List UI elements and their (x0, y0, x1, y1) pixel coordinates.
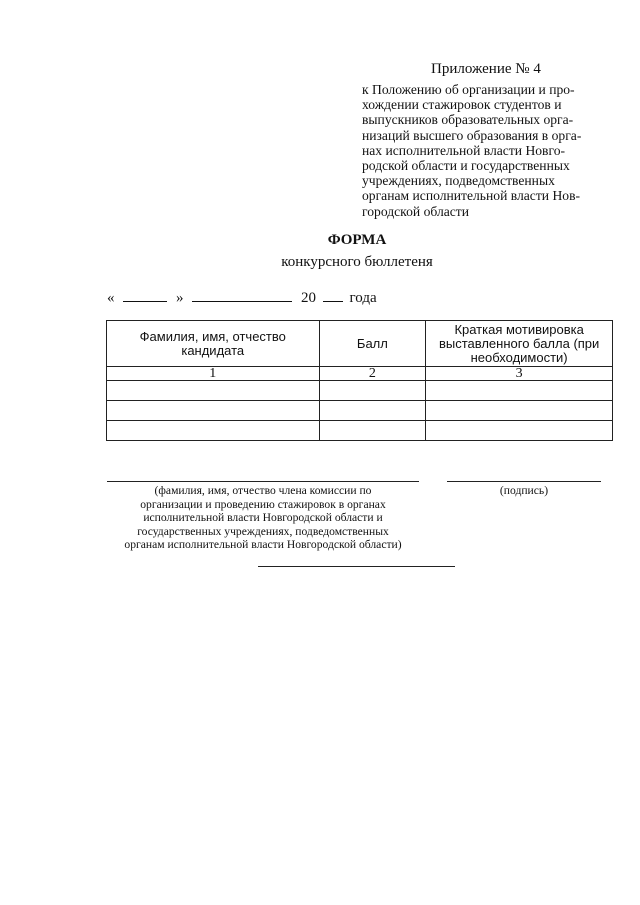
appendix-line: низаций высшего образования в орга- (362, 127, 582, 143)
motivation-cell[interactable] (426, 381, 613, 401)
closing-divider (258, 566, 455, 567)
table-row (107, 421, 613, 441)
header-candidate-name: Фамилия, имя, отчество кандидата (107, 321, 320, 367)
caption-line: организации и проведению стажировок в органах (140, 497, 386, 511)
column-number: 1 (107, 367, 320, 381)
appendix-line: к Положению об организации и про- (362, 82, 575, 97)
appendix-line: учреждениях, подведомственных (362, 173, 555, 189)
year-prefix: 20 (301, 290, 316, 306)
member-name-caption (107, 484, 419, 552)
appendix-line: хождении стажировок студентов и (362, 97, 562, 113)
score-cell[interactable] (319, 421, 426, 441)
caption-line: исполнительной власти Новгородской области и (143, 511, 383, 524)
year-blank[interactable] (323, 289, 343, 302)
caption-line: государственных учреждениях, подведомственных (137, 524, 389, 538)
table-number-row (107, 367, 613, 381)
day-blank[interactable] (123, 289, 167, 302)
column-number: 2 (319, 367, 426, 381)
date-open-quote: « (107, 290, 115, 306)
column-number: 3 (426, 367, 613, 381)
header-score: Балл (319, 321, 426, 367)
appendix-line: городской области (362, 203, 470, 219)
candidate-cell[interactable] (107, 421, 320, 441)
signature-line[interactable] (447, 481, 601, 482)
signature-caption: (подпись) (499, 484, 549, 497)
appendix-description (362, 82, 612, 219)
year-suffix: года (349, 290, 377, 306)
table-row (107, 381, 613, 401)
appendix-line: органам исполнительной власти Нов- (362, 188, 581, 204)
table-header-row (107, 321, 613, 367)
score-cell[interactable] (319, 401, 426, 421)
ballot-table (106, 320, 613, 441)
table-row (107, 401, 613, 421)
motivation-cell[interactable] (426, 421, 613, 441)
header-motivation: Краткая мотивировка выставленного балла (при необходимости) (426, 321, 613, 367)
form-title: ФОРМА (327, 232, 387, 248)
month-blank[interactable] (192, 289, 292, 302)
score-cell[interactable] (319, 381, 426, 401)
appendix-title: Приложение № 4 (431, 61, 541, 77)
date-close-quote: » (176, 290, 184, 306)
candidate-cell[interactable] (107, 381, 320, 401)
member-name-line[interactable] (107, 481, 419, 482)
form-subtitle: конкурсного бюллетеня (281, 254, 433, 270)
appendix-line: выпускников образовательных орга- (362, 112, 574, 128)
appendix-line: нах исполнительной власти Новго- (362, 142, 566, 158)
date-line (107, 289, 377, 307)
caption-line: (фамилия, имя, отчество члена комиссии по (154, 484, 372, 497)
caption-line: органам исполнительной власти Новгородской области) (124, 538, 402, 551)
appendix-line: родской области и государственных (362, 158, 570, 174)
motivation-cell[interactable] (426, 401, 613, 421)
candidate-cell[interactable] (107, 401, 320, 421)
